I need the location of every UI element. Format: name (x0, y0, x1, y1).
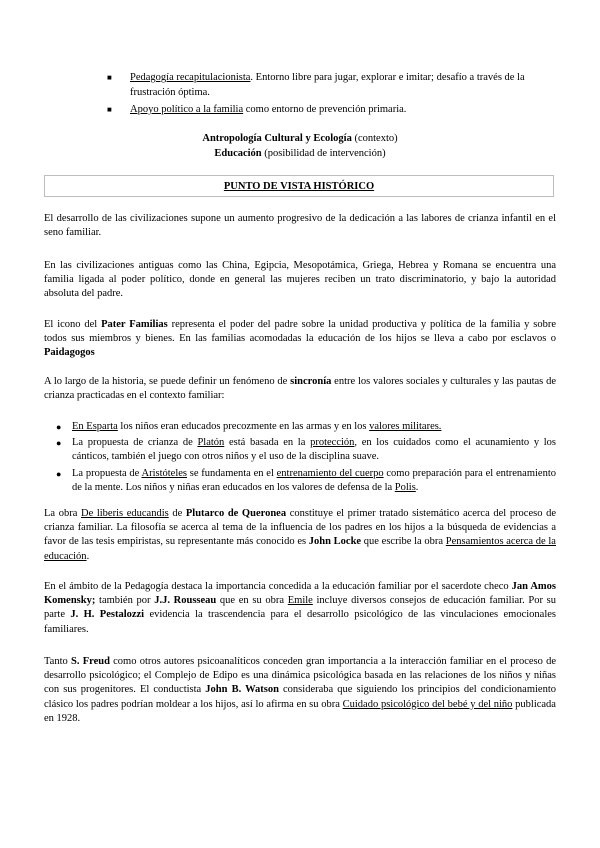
paragraph-6: En el ámbito de la Pedagogía destaca la importancia concedida a la educación familiar por el sacerdote checo Jan Amos Komensky; también por J.J. Rousseau que en su obra Emile incluye diversos consejos de educación familiar. Por su parte J. H. Pestalozzi evidencia la trascendencia para el desarrollo psicológico de las vinculaciones emocionales familiares. (44, 581, 556, 635)
paragraph-4: A lo largo de la historia, se puede definir un fenómeno de sincronía entre los valores sociales y culturales y las pautas de crianza practicadas en el contexto familiar: (44, 376, 556, 402)
square-bullet-icon: ■ (107, 73, 112, 82)
paragraph-1: El desarrollo de las civilizaciones supone un aumento progresivo de la dedicación a las labores de crianza infantil en el seno familiar. (44, 213, 556, 239)
bullet-icon: ● (56, 468, 62, 479)
link-text: Pedagogía recapitulacionista (130, 72, 251, 83)
list-item: ● La propuesta de Aristóteles se fundamenta en el entrenamiento del cuerpo como preparación para el entrenamiento de la mente. Los niños y niñas eran educados en los valores de defensa de la Polis. (56, 467, 556, 493)
list-item: ● En Esparta los niños eran educados precozmente en las armas y en los valores militares. (72, 420, 556, 434)
bullet-icon: ● (56, 438, 62, 449)
context-line-1: Antropología Cultural y Ecología (contexto) (202, 133, 398, 144)
paragraph-2: En las civilizaciones antiguas como las China, Egipcia, Mesopotámica, Griega, Hebrea y Romana se encuentra una familia ligada al poder político, donde en general las mujeres reciben un trato discriminatorio, y bajo la autoridad absoluta del padre. (44, 260, 556, 300)
context-line-2: Educación (posibilidad de intervención) (214, 148, 386, 159)
square-bullet-icon: ■ (107, 105, 112, 114)
link-text: Apoyo político a la familia (130, 104, 244, 115)
list-item: ■ Apoyo político a la familia como entorno de prevención primaria. (130, 103, 556, 117)
list-item: ■ Pedagogía recapitulacionista. Entorno libre para jugar, explorar e imitar; desafío a través de la frustración óptima. (107, 72, 525, 98)
bullet-icon: ● (56, 422, 62, 432)
section-title: PUNTO DE VISTA HISTÓRICO (44, 175, 554, 197)
paragraph-5: La obra De liberis educandis de Plutarco de Queronea constituye el primer tratado sistemático acerca del proceso de crianza familiar. La filosofía se acerca al tema de la influencia de los padres en los hijos a la búsqueda de evidencias a favor de las tesis empiristas, su representante más conocido es John Locke que escribe la obra Pensamientos acerca de la educación. (44, 508, 557, 562)
intro-list (107, 71, 556, 117)
history-list (56, 420, 557, 495)
paragraph-7: Tanto S. Freud como otros autores psicoanalíticos conceden gran importancia a la interacción familiar en el proceso de desarrollo psicológico; el Complejo de Edipo es una dinámica psicológica basada en las relaciones de los niños y niñas con sus progenitores. El conductista John B. Watson consideraba que siguiendo los principios del condicionamiento clásico los padres podrían moldear a los hijos, así lo afirma en su obra Cuidado psicológico del bebé y del niño publicada en 1928. (44, 656, 556, 724)
paragraph-3: El icono del Pater Familias representa el poder del padre sobre la unidad productiva y política de la familia y sobre todos sus miembros y bienes. En las familias acomodadas la educación de los hijos se lleva a cabo por esclavos o Paidagogos (44, 319, 556, 359)
context-block (44, 131, 556, 161)
list-item: ● La propuesta de crianza de Platón está basada en la protección, en los cuidados como el acunamiento y los cánticos, también el juego con otros niños y el uso de la disciplina suave. (56, 437, 557, 463)
